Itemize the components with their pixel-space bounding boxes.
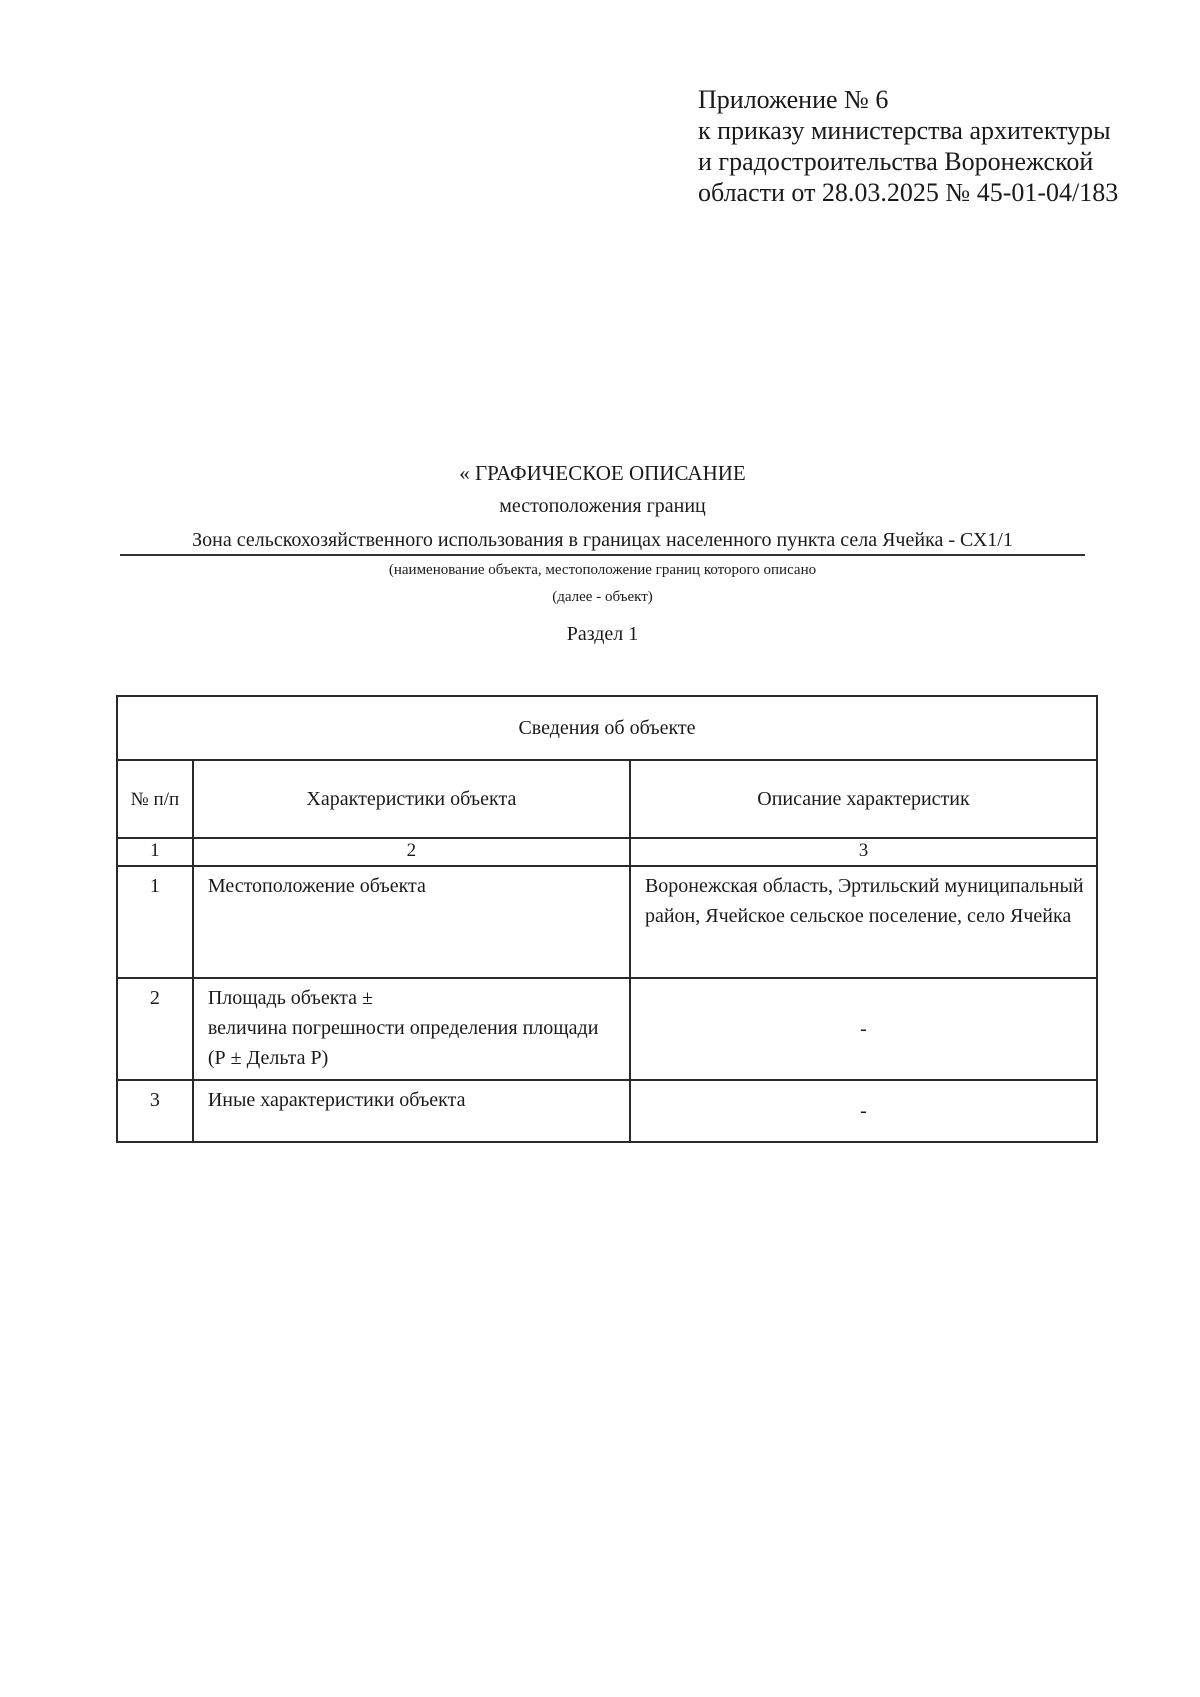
title-block (120, 458, 1085, 648)
row-characteristic: Иные характеристики объекта (193, 1080, 630, 1142)
object-name: Зона сельскохозяйственного использования в границах населенного пункта села Ячейка - СХ1/1 (192, 529, 1013, 551)
column-index: 1 (117, 838, 193, 866)
header-characteristics: Характеристики объекта (193, 760, 630, 838)
table-row (117, 1080, 1097, 1142)
header-description: Описание характеристик (630, 760, 1097, 838)
section-heading: Раздел 1 (566, 623, 639, 645)
row-characteristic-line: Площадь объекта ± (207, 987, 373, 1009)
appendix-block (698, 84, 1178, 208)
column-index: 3 (630, 838, 1097, 866)
object-caption-line2: (далее - объект) (552, 589, 653, 605)
appendix-line: к приказу министерства архитектуры (698, 116, 1111, 145)
row-number: 3 (117, 1080, 193, 1142)
header-num: № п/п (117, 760, 193, 838)
object-caption-line1: (наименование объекта, местоположение границ которого описано (388, 562, 817, 578)
row-number: 2 (117, 978, 193, 1080)
object-info-table (116, 695, 1098, 1143)
column-index: 2 (193, 838, 630, 866)
appendix-line: области от 28.03.2025 № 45-01-04/183 (698, 178, 1119, 207)
row-characteristic-line: величина погрешности определения площади (Р ± Дельта Р) (207, 1017, 599, 1069)
row-characteristic: Местоположение объекта (193, 866, 630, 978)
appendix-line: Приложение № 6 (698, 85, 889, 114)
table-caption: Сведения об объекте (117, 696, 1097, 760)
row-characteristic (193, 978, 630, 1080)
table-row (117, 978, 1097, 1080)
table-row (117, 866, 1097, 978)
row-description: Воронежская область, Эртильский муниципальный район, Ячейское сельское поселение, село Ячейка (630, 866, 1097, 978)
row-description: - (630, 1080, 1097, 1142)
object-name-underline (120, 554, 1085, 556)
row-description: - (630, 978, 1097, 1080)
row-number: 1 (117, 866, 193, 978)
document-subtitle: местоположения границ (499, 495, 706, 517)
appendix-line: и градостроительства Воронежской (698, 147, 1094, 176)
document-title: « ГРАФИЧЕСКОЕ ОПИСАНИЕ (459, 461, 746, 485)
